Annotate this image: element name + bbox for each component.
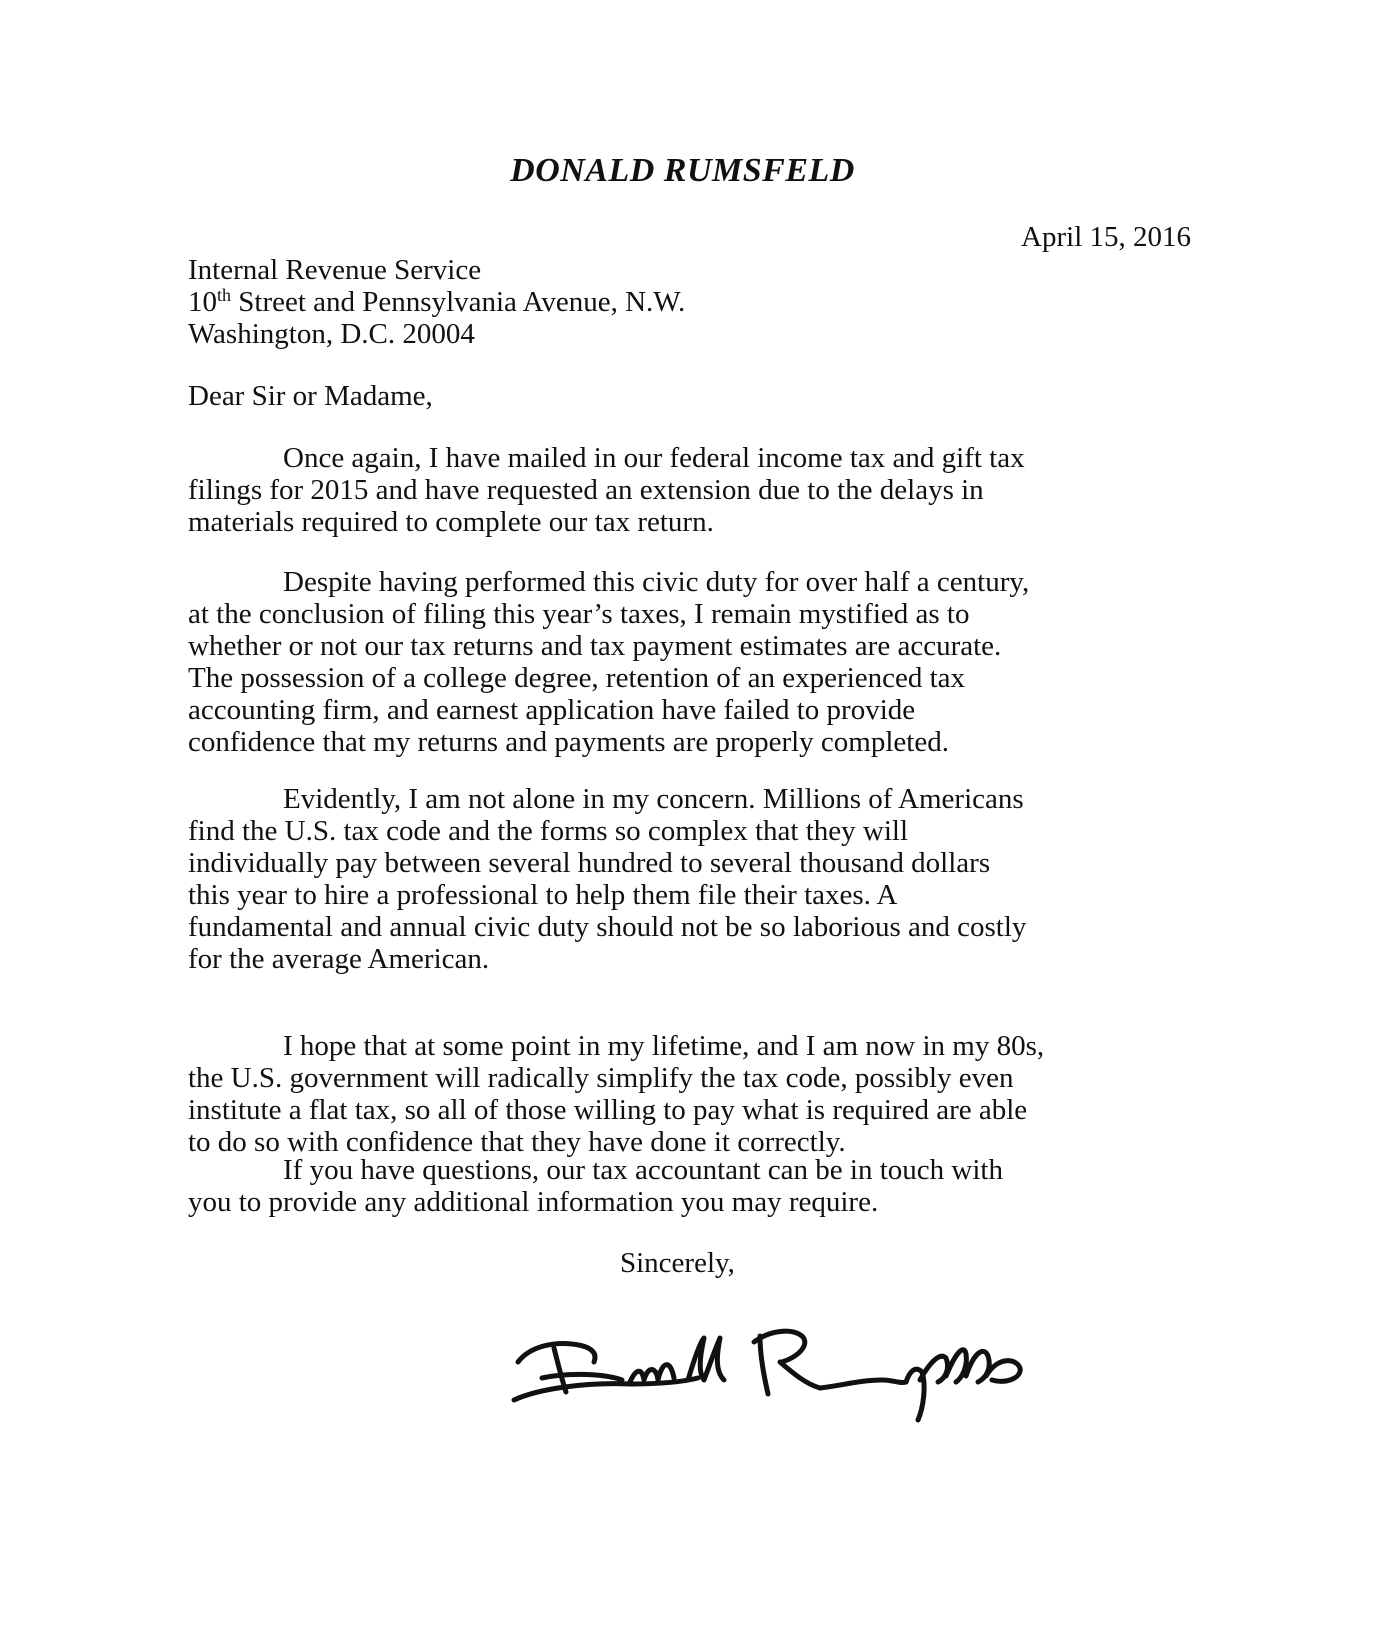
handwritten-signature [510, 1322, 1040, 1432]
closing-text: Sincerely, [620, 1247, 735, 1279]
paragraph-line: institute a flat tax, so all of those willing to pay what is required are able [188, 1094, 1028, 1126]
body-paragraph-5 [188, 1154, 1208, 1218]
salutation-text: Dear Sir or Madame, [188, 380, 433, 412]
letter-date: April 15, 2016 [1021, 221, 1191, 253]
signature-strokes [514, 1331, 1020, 1420]
paragraph-line: filings for 2015 and have requested an extension due to the delays in [188, 474, 984, 506]
paragraph-line: the U.S. government will radically simplify the tax code, possibly even [188, 1062, 1014, 1094]
paragraph-line: this year to hire a professional to help them file their taxes. A [188, 879, 898, 911]
address-line-3: Washington, D.C. 20004 [188, 318, 475, 350]
address-line-2 [188, 286, 1208, 318]
paragraph-line: fundamental and annual civic duty should not be so laborious and costly [188, 911, 1027, 943]
body-paragraph-2 [188, 566, 1208, 758]
address-line-2-street: Street and Pennsylvania Avenue, N.W. [231, 286, 686, 318]
address-line-2-number: 10 [188, 286, 217, 318]
address-line-2-superscript: th [217, 285, 232, 305]
paragraph-line: materials required to complete our tax return. [188, 506, 714, 538]
paragraph-line: I hope that at some point in my lifetime, and I am now in my 80s, [283, 1030, 1045, 1062]
paragraph-line: If you have questions, our tax accountant can be in touch with [283, 1154, 1003, 1186]
paragraph-line: whether or not our tax returns and tax payment estimates are accurate. [188, 630, 1002, 662]
paragraph-line: confidence that my returns and payments are properly completed. [188, 726, 949, 758]
address-line-1: Internal Revenue Service [188, 254, 482, 286]
body-paragraph-1 [188, 442, 1208, 538]
paragraph-line: for the average American. [188, 943, 490, 975]
body-paragraph-3 [188, 783, 1208, 975]
salutation [188, 380, 1208, 412]
recipient-address [188, 254, 1208, 350]
paragraph-line: at the conclusion of filing this year’s taxes, I remain mystified as to [188, 598, 970, 630]
body-paragraph-4 [188, 1030, 1208, 1158]
letterhead-name: DONALD RUMSFELD [510, 152, 855, 189]
paragraph-line: individually pay between several hundred to several thousand dollars [188, 847, 991, 879]
paragraph-line: The possession of a college degree, retention of an experienced tax [188, 662, 966, 694]
paragraph-line: to do so with confidence that they have done it correctly. [188, 1126, 846, 1158]
paragraph-line: find the U.S. tax code and the forms so complex that they will [188, 815, 909, 847]
paragraph-line: accounting firm, and earnest application have failed to provide [188, 694, 916, 726]
paragraph-line: you to provide any additional information you may require. [188, 1186, 879, 1218]
paragraph-line: Evidently, I am not alone in my concern. Millions of Americans [283, 783, 1024, 815]
paragraph-line: Despite having performed this civic duty for over half a century, [283, 566, 1030, 598]
paragraph-line: Once again, I have mailed in our federal income tax and gift tax [283, 442, 1025, 474]
